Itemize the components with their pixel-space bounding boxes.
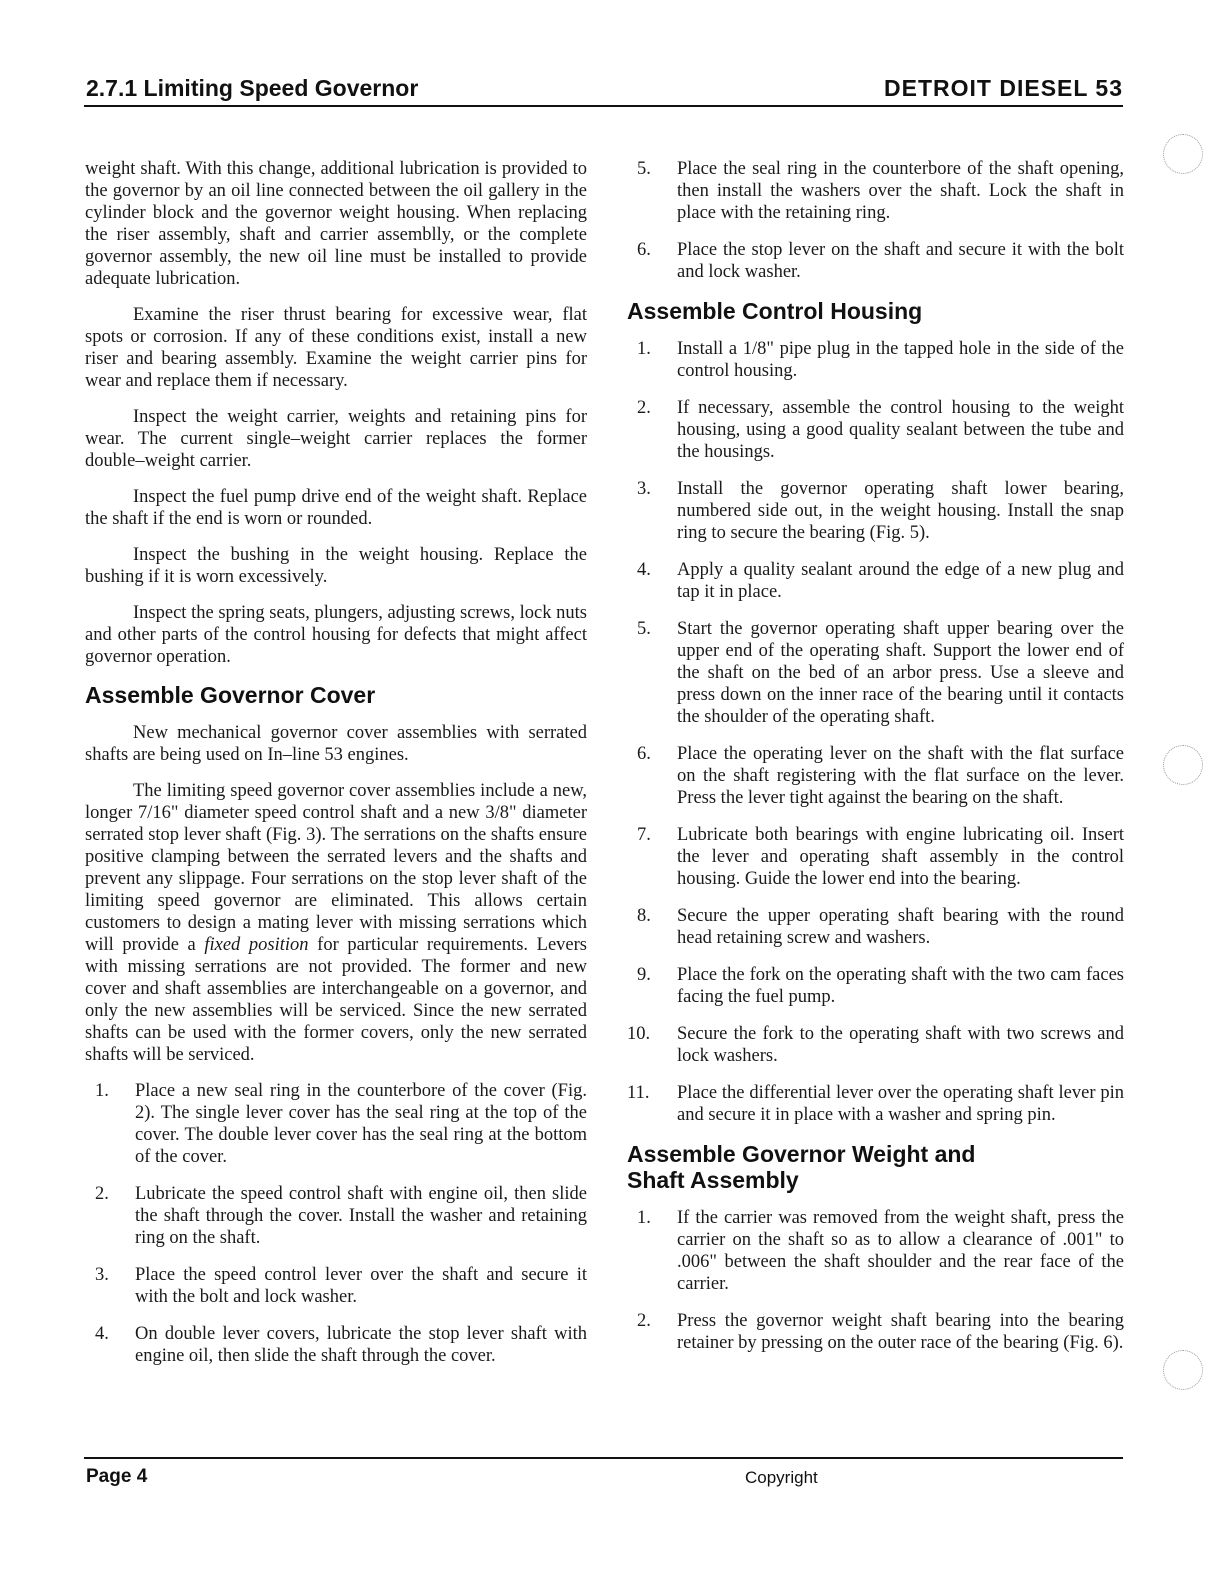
step-number: 2. xyxy=(637,1311,651,1331)
step-text: On double lever covers, lubricate the stop lever shaft with engine oil, then slide the shaft through the cover. xyxy=(135,1324,587,1366)
step-text: Lubricate both bearings with engine lubricating oil. Insert the lever and operating shaft assembly in the control housing. Guide the lower end into the bearing. xyxy=(677,825,1124,889)
limiting-text-part-1: The limiting speed governor cover assemblies include a new, longer 7/16" diameter speed control shaft and a new 3/8" diameter serrated stop lever shaft (Fig. 3). The serrations on the shafts ensure positive clamping between the serrated levers and the shafts and prevent any slippage. Four serrations on the stop lever shaft of the limiting speed governor are eliminated. This allows certain customers to design a mating lever with missing serrations which will provide a xyxy=(85,781,587,955)
list-item xyxy=(627,1310,1124,1354)
step-text: Place the operating lever on the shaft with the flat surface on the shaft registering with the flat surface on the lever. Press the lever tight against the bearing on the shaft. xyxy=(677,744,1124,808)
list-item xyxy=(85,1080,587,1168)
heading-assemble-control-housing: Assemble Control Housing xyxy=(627,298,923,324)
step-text: Place the stop lever on the shaft and secure it with the bolt and lock washer. xyxy=(677,240,1124,282)
list-item xyxy=(85,1264,587,1308)
new-mechanical-paragraph: New mechanical governor cover assemblies with serrated shafts are being used on In–line 53 engines. xyxy=(85,723,587,765)
limiting-text-part-2: for particular requirements. Levers with missing serrations are not provided. The former and new cover and shaft assemblies are interchangeable on a governor, and only the new assemblies will be serviced. Since the new serrated shafts can be used with the former covers, only the new serrated shafts will be serviced. xyxy=(85,935,587,1065)
list-item xyxy=(85,1323,587,1367)
riser-paragraph: Examine the riser thrust bearing for excessive wear, flat spots or corrosion. If any of these conditions exist, install a new riser and bearing assembly. Examine the weight carrier pins for wear and replace them if necessary. xyxy=(85,305,587,391)
heading-assemble-governor-weight xyxy=(627,1141,1124,1193)
step-number: 8. xyxy=(637,906,651,926)
intro-paragraph: weight shaft. With this change, additional lubrication is provided to the governor by an oil line connected between the oil gallery in the cylinder block and the governor weight housing. When replacing the riser assembly, shaft and carrier assemblly, or the complete governor assembly, the new oil line must be installed to provide adequate lubrication. xyxy=(85,159,587,289)
footer-rule xyxy=(84,1457,1123,1459)
left-column xyxy=(85,158,587,1382)
list-item xyxy=(627,1082,1124,1126)
list-item xyxy=(627,239,1124,283)
step-text: Lubricate the speed control shaft with engine oil, then slide the shaft through the cover. Install the washer and retaining ring on the shaft. xyxy=(135,1184,587,1248)
step-text: Place the fork on the operating shaft with the two cam faces facing the fuel pump. xyxy=(677,965,1124,1007)
step-text: Place a new seal ring in the counterbore of the cover (Fig. 2). The single lever cover has the seal ring at the top of the cover. The double lever cover has the seal ring at the bottom of the cover. xyxy=(135,1081,587,1167)
step-number: 10. xyxy=(627,1024,651,1044)
step-text: Install a 1/8" pipe plug in the tapped hole in the side of the control housing. xyxy=(677,339,1124,381)
carrier-paragraph: Inspect the weight carrier, weights and retaining pins for wear. The current single–weight carrier replaces the former double–weight carrier. xyxy=(85,407,587,471)
heading-line-1: Assemble Governor Weight and xyxy=(627,1141,976,1167)
page-number: Page 4 xyxy=(86,1466,148,1487)
step-number: 3. xyxy=(637,479,651,499)
section-title: 2.7.1 Limiting Speed Governor xyxy=(86,75,419,101)
step-text: Apply a quality sealant around the edge of a new plug and tap it in place. xyxy=(677,560,1124,602)
step-text: Place the speed control lever over the shaft and secure it with the bolt and lock washer. xyxy=(135,1265,587,1307)
copyright-notice: Copyright xyxy=(745,1468,818,1487)
brand-title: DETROIT DIESEL 53 xyxy=(884,75,1123,101)
list-item xyxy=(627,1023,1124,1067)
punch-hole-mark xyxy=(1163,1350,1203,1390)
step-number: 2. xyxy=(95,1184,109,1204)
fixed-position-emphasis: fixed position xyxy=(204,935,309,955)
step-text: Install the governor operating shaft lower bearing, numbered side out, in the weight housing. Install the snap ring to secure the bearing (Fig. 5). xyxy=(677,479,1124,543)
heading-line-2: Shaft Assembly xyxy=(627,1167,799,1193)
step-number: 2. xyxy=(637,398,651,418)
punch-hole-mark xyxy=(1163,134,1203,174)
step-number: 1. xyxy=(637,1208,651,1228)
step-number: 6. xyxy=(637,240,651,260)
step-number: 5. xyxy=(637,159,651,179)
page-header xyxy=(84,75,1123,107)
list-item xyxy=(627,905,1124,949)
step-number: 6. xyxy=(637,744,651,764)
step-number: 1. xyxy=(637,339,651,359)
step-number: 5. xyxy=(637,619,651,639)
step-text: Place the seal ring in the counterbore of the shaft opening, then install the washers over the shaft. Lock the shaft in place with the retaining ring. xyxy=(677,159,1124,223)
right-column xyxy=(627,158,1124,1369)
step-text: If necessary, assemble the control housing to the weight housing, using a good quality sealant between the tube and the housings. xyxy=(677,398,1124,462)
list-item xyxy=(627,824,1124,890)
step-number: 4. xyxy=(95,1324,109,1344)
step-number: 3. xyxy=(95,1265,109,1285)
list-item xyxy=(85,1183,587,1249)
list-item xyxy=(627,1207,1124,1295)
step-number: 4. xyxy=(637,560,651,580)
step-number: 1. xyxy=(95,1081,109,1101)
step-text: Secure the fork to the operating shaft with two screws and lock washers. xyxy=(677,1024,1124,1066)
list-item xyxy=(627,338,1124,382)
heading-assemble-governor-cover: Assemble Governor Cover xyxy=(85,682,376,708)
step-text: Start the governor operating shaft upper bearing over the upper end of the operating shaft. Support the lower end of the shaft on the bed of an arbor press. Use a sleeve and press down on the inner race of the bearing until it contacts the shoulder of the operating shaft. xyxy=(677,619,1124,727)
step-text: Press the governor weight shaft bearing into the bearing retainer by pressing on the outer race of the bearing (Fig. 6). xyxy=(677,1311,1124,1353)
punch-hole-mark xyxy=(1163,745,1203,785)
list-item xyxy=(627,559,1124,603)
fuel-pump-paragraph: Inspect the fuel pump drive end of the weight shaft. Replace the shaft if the end is worn or rounded. xyxy=(85,487,587,529)
step-text: Secure the upper operating shaft bearing with the round head retaining screw and washers. xyxy=(677,906,1124,948)
list-item xyxy=(627,158,1124,224)
list-item xyxy=(627,743,1124,809)
step-text: If the carrier was removed from the weight shaft, press the carrier on the shaft so as to allow a clearance of .001" to .006" between the shaft shoulder and the rear face of the carrier. xyxy=(677,1208,1124,1294)
limiting-cover-paragraph xyxy=(85,780,587,1066)
step-number: 11. xyxy=(627,1083,650,1103)
bushing-paragraph: Inspect the bushing in the weight housing. Replace the bushing if it is worn excessively. xyxy=(85,545,587,587)
step-text: Place the differential lever over the operating shaft lever pin and secure it in place with a washer and spring pin. xyxy=(677,1083,1124,1125)
spring-paragraph: Inspect the spring seats, plungers, adjusting screws, lock nuts and other parts of the control housing for defects that might affect governor operation. xyxy=(85,603,587,667)
step-number: 9. xyxy=(637,965,651,985)
list-item xyxy=(627,618,1124,728)
step-number: 7. xyxy=(637,825,651,845)
list-item xyxy=(627,964,1124,1008)
list-item xyxy=(627,397,1124,463)
list-item xyxy=(627,478,1124,544)
